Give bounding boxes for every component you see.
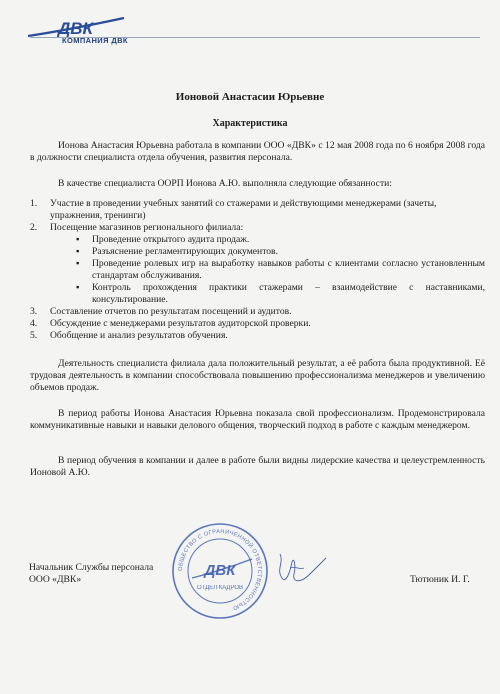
company-logo	[28, 14, 138, 54]
handwritten-signature	[270, 548, 330, 588]
stamp-logo: ДВК	[204, 562, 236, 579]
list-number: 2.	[30, 222, 38, 233]
list-item	[30, 330, 485, 342]
list-item	[30, 198, 485, 222]
list-item-text: Обобщение и анализ результатов обучения.	[50, 330, 228, 341]
intro-paragraph: Ионова Анастасия Юрьевна работала в компании ООО «ДВК» с 12 мая 2008 года по 6 ноября 2008 года в должности специалиста отдела обучения, развития персонала.	[30, 140, 485, 163]
list-number: 4.	[30, 318, 38, 329]
signatory-position	[29, 562, 153, 586]
duties-list	[30, 198, 485, 342]
list-number: 5.	[30, 330, 38, 341]
company-stamp	[170, 521, 270, 621]
sub-list-item	[76, 234, 485, 246]
header-divider	[30, 37, 480, 38]
sub-item-text: Контроль прохождения практики стажерами – взаимодействие с наставниками, консультирование.	[92, 282, 485, 305]
bullet-icon: ▪	[76, 258, 80, 269]
bullet-icon: ▪	[76, 246, 80, 257]
list-item	[30, 306, 485, 318]
sub-item-text: Проведение ролевых игр на выработку навыков работы с клиентами согласно установленным стандартам обслуживания.	[92, 258, 485, 281]
stamp-label: ОТДЕЛ КАДРОВ	[196, 585, 244, 591]
sub-item-text: Разъяснение регламентирующих документов.	[92, 246, 278, 257]
company-name: КОМПАНИЯ ДВК	[62, 36, 128, 45]
list-item-text: Посещение магазинов регионального филиала:	[50, 222, 244, 233]
subduties-list	[50, 234, 485, 306]
sub-list-item	[76, 282, 485, 306]
duties-intro: В качестве специалиста ООРП Ионова А.Ю. выполняла следующие обязанности:	[58, 178, 392, 189]
professionalism-paragraph: В период работы Ионова Анастасия Юрьевна показала свой профессионализм. Продемонстрировала коммуникативные навыки и навыки делового общения, творческий подход в работе с каждым менеджером.	[30, 408, 485, 431]
document-title: Характеристика	[212, 118, 288, 129]
bullet-icon: ▪	[76, 234, 80, 245]
sub-list-item	[76, 246, 485, 258]
signatory-name: Тютюник И. Г.	[410, 574, 470, 585]
list-item	[30, 318, 485, 330]
stamp-ring-text: ОБЩЕСТВО С ОГРАНИЧЕННОЙ ОТВЕТСТВЕННОСТЬЮ	[177, 528, 263, 611]
person-name: Ионовой Анастасии Юрьевне	[175, 91, 325, 103]
sub-list-item	[76, 258, 485, 282]
list-number: 3.	[30, 306, 38, 317]
logo-text: ДВК	[58, 19, 94, 38]
list-item-text: Обсуждение с менеджерами результатов аудиторской проверки.	[50, 318, 311, 329]
list-number: 1.	[30, 198, 38, 209]
activity-paragraph: Деятельность специалиста филиала дала положительный результат, а её работа была продуктивной. Её трудовая деятельность в компании способствовала повышению профессионализма менеджеров и увеличению объемов продаж.	[30, 358, 485, 393]
list-item-text: Составление отчетов по результатам посещений и аудитов.	[50, 306, 292, 317]
list-item	[30, 222, 485, 306]
sub-item-text: Проведение открытого аудита продаж.	[92, 234, 250, 245]
bullet-icon: ▪	[76, 282, 80, 293]
signatory-position-line1: Начальник Службы персонала	[29, 562, 154, 573]
list-item-text: Участие в проведении учебных занятий со стажерами и действующими менеджерами (зачеты, упражнения, тренинги)	[50, 198, 437, 221]
signatory-position-line2: ООО «ДВК»	[29, 574, 82, 585]
leadership-paragraph: В период обучения в компании и далее в работе были видны лидерские качества и целеустремленность Ионовой А.Ю.	[30, 455, 485, 478]
